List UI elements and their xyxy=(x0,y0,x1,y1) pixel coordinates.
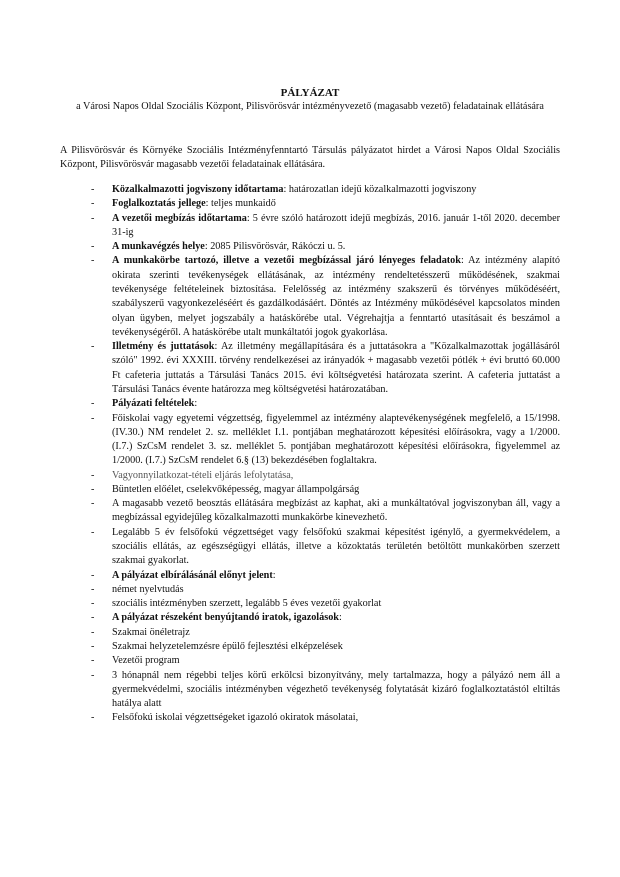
list-item-text: német nyelvtudás xyxy=(112,583,184,595)
list-item-text: Felsőfokú iskolai végzettségeket igazoló okiratok másolatai, xyxy=(112,712,359,724)
list-item-text: Vagyonnyilatkozat-tételi eljárás lefolytatása, xyxy=(112,469,294,481)
list-item-label: Pályázati feltételek xyxy=(112,398,195,410)
list-item xyxy=(60,397,560,411)
list-item xyxy=(60,497,560,526)
list-item xyxy=(60,626,560,640)
list-item-text: : 5 évre szóló határozott idejű megbízás, 2016. január 1-től 2020. december 31-ig xyxy=(112,212,560,238)
list-item-label: Közalkalmazotti jogviszony időtartama xyxy=(112,184,284,195)
list-item xyxy=(60,469,560,483)
list-item-label: A munkakörbe tartozó, illetve a vezetői megbízással járó lényeges feladatok xyxy=(112,255,461,267)
list-item xyxy=(60,412,560,469)
list-item xyxy=(60,669,560,712)
document-subtitle: a Városi Napos Oldal Szociális Központ, Pilisvörösvár intézményvezető (magasabb vezető) feladatainak ellátására xyxy=(76,101,544,112)
list-item xyxy=(60,183,560,197)
list-item-text: : Az intézmény alapító okirata szerinti tevékenységek ellátásának, az intézmény rendeltetésszerű működésének, szakmai tevékenysége feltételeinek biztosítása. Felelősség az intézmény szakszerű és törvényes működéséért, szabályszerű vagyonkezeléséért és gazdálkodásáért. Döntés az Intézmény működésével kapcsolatos minden olyan ügyben, melyet jogszabály a hatáskörébe utal. Végrehajtja a fenntartó utasításait és beszámol a tevékenységéről. A hatáskörébe utalt munkáltatói jogok gyakorlása. xyxy=(112,255,560,338)
list-item-text: Vezetői program xyxy=(112,655,180,667)
list-item-label: A vezetői megbízás időtartama xyxy=(112,212,247,224)
list-item-text: 3 hónapnál nem régebbi teljes körű erkölcsi bizonyítvány, mely tartalmazza, hogy a pályázó nem áll a gyermekvédelmi, szociális intézményben végezhető tevékenység folytatását kizáró foglalkoztatástól eltiltás hatálya alatt xyxy=(112,669,560,710)
list-item xyxy=(60,240,560,254)
list-item xyxy=(60,654,560,668)
list-item xyxy=(60,340,560,397)
list-item-text: : xyxy=(194,398,198,410)
list-item-text: : 2085 Pilisvörösvár, Rákóczi u. 5. xyxy=(204,241,346,253)
list-item-text: : xyxy=(338,612,342,624)
list-item xyxy=(60,611,560,625)
list-item-text: A magasabb vezető beosztás ellátására megbízást az kaphat, aki a munkáltatóval jogviszonyban áll, vagy a megbízással egyidejűleg közalkalmazotti munkakörbe kinevezhető. xyxy=(112,498,560,524)
list-item-text: : teljes munkaidő xyxy=(205,198,276,210)
list-item xyxy=(60,483,560,497)
list-item-text: Büntetlen előélet, cselekvőképesség, magyar állampolgárság xyxy=(112,483,360,495)
list-item-text: Szakmai önéletrajz xyxy=(112,626,190,638)
list-item-text: : Az illetmény megállapítására és a juttatásokra a "Közalkalmazottak jogállásáról szóló" 1992. évi XXXIII. törvény rendelkezései az irányadók + magasabb vezetői pótlék + évi bruttó 60.000 Ft cafeteria juttatás a Társulási Tanács 2015. évi költségvetési határozata szerint. A cafeteria juttatást a Társulási Tanács évente határozza meg költségvetési határozatában. xyxy=(112,341,561,395)
list-item xyxy=(60,212,560,241)
list-item-text: Főiskolai vagy egyetemi végzettség, figyelemmel az intézmény alaptevékenységének megfelelő, a 15/1998. (IV.30.) NM rendelet 2. sz. melléklet I.1. pontjában meghatározott képesítési előírásokra, vagy a 1/2000. (I.7.) SzCsM rendelet 3. sz. melléklet 5. pontjában meghatározott képesítési előírásokra, figyelemmel az 1/2000. (I.7.) SzCsM rendelet 6.§ (13) bekezdésében foglaltakra. xyxy=(112,412,560,467)
list-item-label: Foglalkoztatás jellege xyxy=(112,198,206,210)
list-item-text: : xyxy=(272,569,276,581)
list-item-label: Illetmény és juttatások xyxy=(112,341,215,353)
list-item-text: : határozatlan idejű közalkalmazotti jogviszony xyxy=(283,184,477,195)
list-item-text: Legalább 5 év felsőfokú végzettséget vagy felsőfokú szakmai képesítést igénylő, a gyermekvédelem, a szociális ellátás, az egészségügyi ellátás, illetve a közoktatás területén betöltött munkakörben szerzett szakmai gyakorlat. xyxy=(112,526,560,567)
list-item xyxy=(60,583,560,597)
list-item-text: szociális intézményben szerzett, legalább 5 éves vezetői gyakorlat xyxy=(112,598,382,610)
list-item xyxy=(60,197,560,211)
requirements-list xyxy=(60,183,560,726)
list-item xyxy=(60,526,560,569)
list-item-text: Szakmai helyzetelemzésre épülő fejlesztési elképzelések xyxy=(112,641,343,652)
list-item xyxy=(60,711,560,725)
list-item-label: A pályázat részeként benyújtandó iratok, igazolások xyxy=(112,612,339,624)
list-item xyxy=(60,569,560,583)
list-item xyxy=(60,640,560,654)
list-item xyxy=(60,254,560,340)
list-item xyxy=(60,597,560,611)
intro-paragraph: A Pilisvörösvár és Környéke Szociális Intézményfenntartó Társulás pályázatot hirdet a Városi Napos Oldal Szociális Központ, Pilisvörösvár magasabb vezetői feladatainak ellátására. xyxy=(60,145,560,171)
document-title: PÁLYÁZAT xyxy=(280,87,340,99)
list-item-label: A munkavégzés helye xyxy=(112,241,205,253)
list-item-label: A pályázat elbírálásánál előnyt jelent xyxy=(112,569,273,581)
